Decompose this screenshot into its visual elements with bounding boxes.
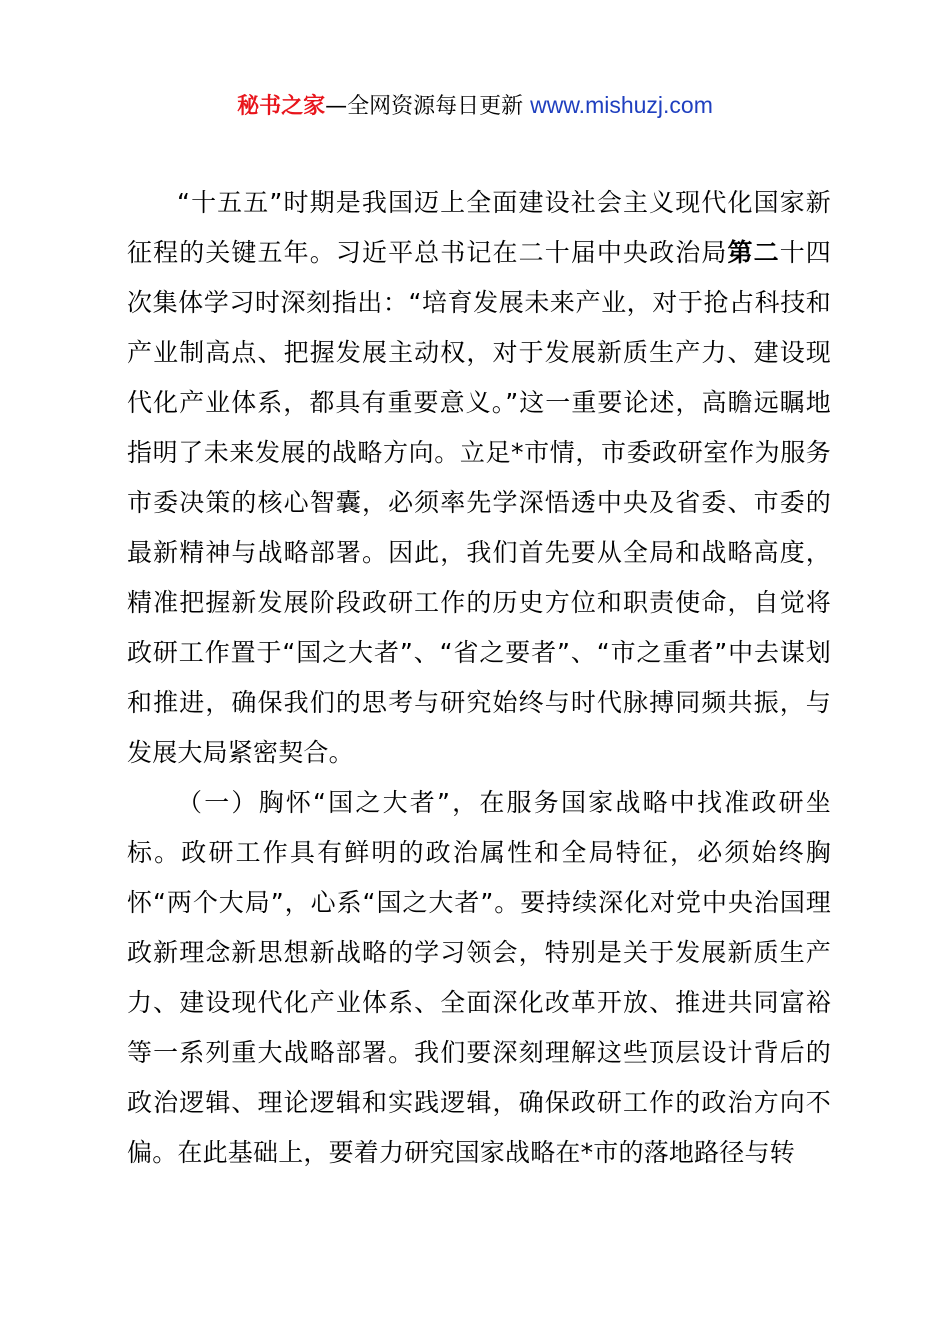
header-url[interactable]: www.mishuzj.com: [530, 92, 713, 118]
paragraph-intro-bold: 第二: [727, 238, 780, 267]
paragraph-section-one: （一）胸怀“国之大者”，在服务国家战略中找准政研坐标。政研工作具有鲜明的政治属性和全局特征，必须始终胸怀“两个大局”，心系“国之大者”。要持续深化对党中央治国理政新理念新思想新战略的学习领会，特别是关于发展新质生产力、建设现代化产业体系、全面深化改革开放、推进共同富裕等一系列重大战略部署。我们要深刻理解这些顶层设计背后的政治逻辑、理论逻辑和实践逻辑，确保政研工作的政治方向不偏。在此基础上，要着力研究国家战略在*市的落地路径与转: [127, 788, 831, 1167]
paragraph-intro-before: “十五五”时期是我国迈上全面建设社会主义现代化国家新征程的关键五年。习近平总书记在二十届中央政治局: [127, 188, 831, 267]
paragraph-intro-after: 十四次集体学习时深刻指出：“培育发展未来产业，对于抢占科技和产业制高点、把握发展主动权，对于发展新质生产力、建设现代化产业体系，都具有重要意义。”这一重要论述，高瞻远瞩地指明了未来发展的战略方向。立足*市情，市委政研室作为服务市委决策的核心智囊，必须率先学深悟透中央及省委、市委的最新精神与战略部署。因此，我们首先要从全局和战略高度，精准把握新发展阶段政研工作的历史方位和职责使命，自觉将政研工作置于“国之大者”、“省之要者”、“市之重者”中去谋划和推进，确保我们的思考与研究始终与时代脉搏同频共振，与发展大局紧密契合。: [127, 238, 831, 767]
paragraph-intro: [127, 178, 831, 778]
header-brand: 秘书之家: [237, 94, 326, 119]
document-body: [127, 178, 831, 1178]
page-header: [0, 88, 950, 124]
header-tagline: —全网资源每日更新: [325, 94, 531, 119]
